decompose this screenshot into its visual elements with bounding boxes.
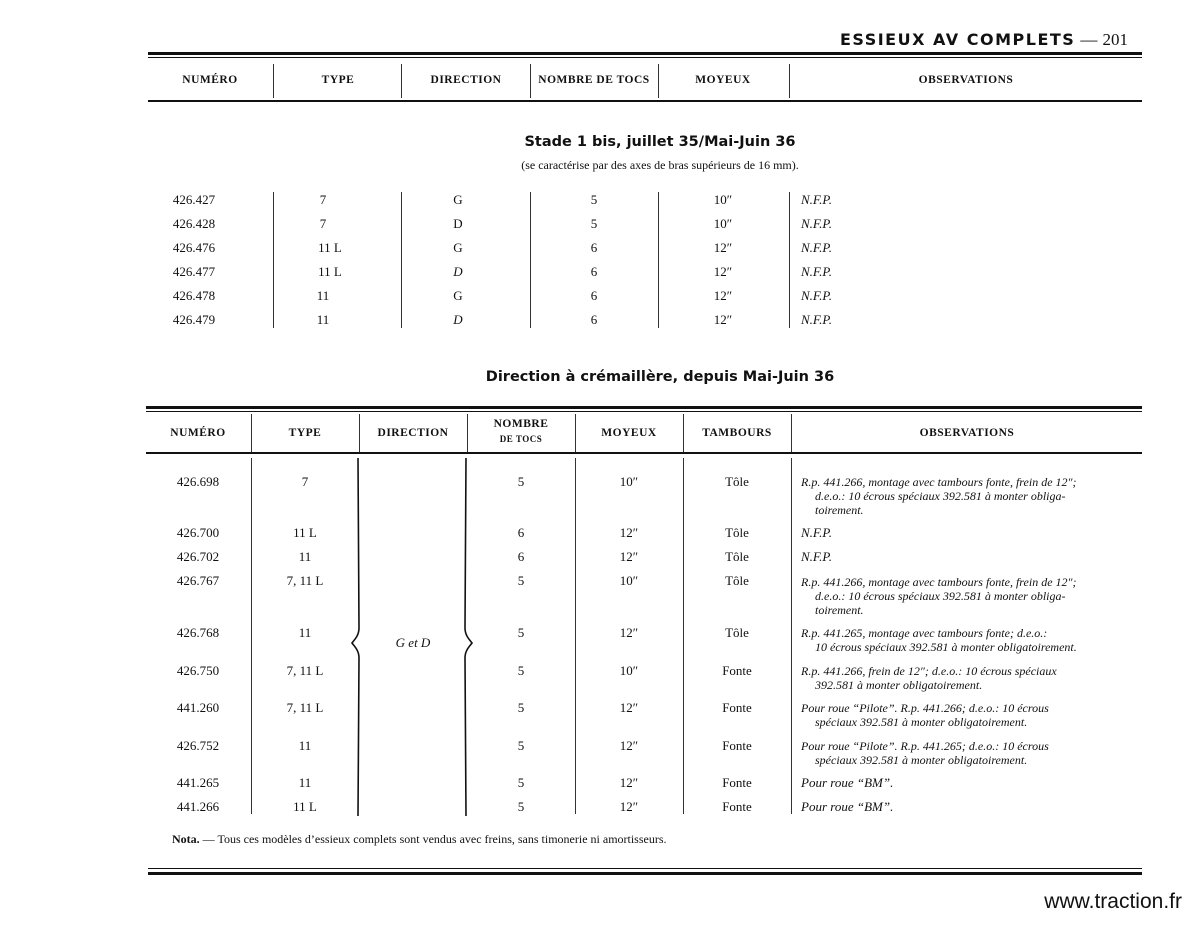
- column-divider: [575, 414, 576, 452]
- column-divider: [683, 414, 684, 452]
- cell-numero: 426.702: [176, 549, 220, 564]
- cell-observations: [801, 526, 1142, 540]
- cell-moyeux: 12″: [713, 264, 733, 279]
- cell-tocs: 5: [517, 738, 525, 753]
- obs-line: R.p. 441.266, montage avec tambours fonte, frein de 12″;: [801, 575, 1077, 589]
- cell-tambours: Fonte: [722, 738, 752, 753]
- cell-direction: G: [453, 288, 463, 303]
- cell-type: 11 L: [293, 799, 317, 814]
- cell-type: 11: [316, 288, 330, 303]
- cell-tocs: 5: [517, 700, 525, 715]
- column-divider: [273, 192, 274, 328]
- obs-line: 10 écrous spéciaux 392.581 à monter obligatoirement.: [815, 640, 1077, 654]
- page-dash: —: [1080, 30, 1098, 49]
- cell-observations: N.F.P.: [801, 288, 832, 303]
- column-divider: [791, 414, 792, 452]
- cell-numero: 426.428: [172, 216, 216, 231]
- obs-line: R.p. 441.266, montage avec tambours fonte, frein de 12″;: [801, 475, 1077, 489]
- obs-line: toirement.: [815, 603, 864, 617]
- obs-line: spéciaux 392.581 à monter obligatoirement.: [815, 715, 1028, 729]
- table2-col-de-tocs: DE TOCS: [499, 434, 543, 444]
- table2-bottom-rule: [148, 868, 1142, 869]
- cell-observations: [801, 550, 1142, 564]
- cell-direction: D: [453, 312, 463, 327]
- table2-top-rule-thin: [146, 411, 1142, 412]
- cell-tambours: Tôle: [725, 573, 749, 588]
- cell-numero: 426.698: [176, 474, 220, 489]
- cell-type: 11 L: [318, 240, 342, 255]
- cell-moyeux: 12″: [619, 625, 639, 640]
- cell-observations: N.F.P.: [801, 312, 832, 327]
- cell-observations: N.F.P.: [801, 216, 832, 231]
- cell-direction: D: [453, 264, 463, 279]
- table1-col-numero: NUMÉRO: [182, 74, 238, 86]
- cell-tambours: Fonte: [722, 700, 752, 715]
- cell-numero: 426.700: [176, 525, 220, 540]
- table2-col-moyeux: MOYEUX: [601, 427, 657, 439]
- cell-tambours: Tôle: [725, 525, 749, 540]
- nota-footnote: [172, 832, 667, 847]
- cell-observations: [801, 701, 1142, 729]
- table2-top-rule: [146, 406, 1142, 409]
- cell-direction: G: [453, 192, 463, 207]
- nota-label: Nota.: [172, 832, 200, 846]
- obs-line: d.e.o.: 10 écrous spéciaux 392.581 à monter obliga-: [815, 489, 1066, 503]
- column-divider: [401, 192, 402, 328]
- obs-line: d.e.o.: 10 écrous spéciaux 392.581 à monter obliga-: [815, 589, 1066, 603]
- column-divider: [789, 192, 790, 328]
- cell-observations: [801, 575, 1142, 617]
- cell-observations: [801, 664, 1142, 692]
- cell-tocs: 5: [590, 216, 598, 231]
- obs-line: R.p. 441.265, montage avec tambours fonte; d.e.o.:: [801, 626, 1048, 640]
- cell-direction: D: [453, 216, 463, 231]
- column-divider: [530, 64, 531, 98]
- cell-observations: N.F.P.: [801, 240, 832, 255]
- obs-line: toirement.: [815, 503, 864, 517]
- cell-numero: 426.479: [172, 312, 216, 327]
- table2-col-type: TYPE: [288, 427, 322, 439]
- cell-moyeux: 12″: [619, 525, 639, 540]
- table1-col-type: TYPE: [321, 74, 355, 86]
- cell-type: 7, 11 L: [286, 663, 324, 678]
- cell-tocs: 5: [517, 625, 525, 640]
- obs-line: Pour roue “BM”.: [801, 775, 894, 790]
- obs-line: R.p. 441.266, frein de 12″; d.e.o.: 10 écrous spéciaux: [801, 664, 1057, 678]
- table1-top-rule: [148, 52, 1142, 55]
- cell-moyeux: 12″: [713, 312, 733, 327]
- cell-numero: 426.427: [172, 192, 216, 207]
- table2-header-bottom-rule: [146, 452, 1142, 454]
- obs-line: Pour roue “Pilote”. R.p. 441.265; d.e.o.: 10 écrous: [801, 739, 1049, 753]
- cell-moyeux: 10″: [619, 573, 639, 588]
- cell-type: 11: [316, 312, 330, 327]
- cell-numero: 441.265: [176, 775, 220, 790]
- cell-moyeux: 12″: [619, 738, 639, 753]
- page-title-text: ESSIEUX AV COMPLETS: [839, 30, 1076, 49]
- cell-observations: [801, 800, 1142, 814]
- cell-moyeux: 12″: [713, 240, 733, 255]
- cell-tocs: 5: [517, 573, 525, 588]
- cell-observations: [801, 739, 1142, 767]
- cell-moyeux: 10″: [713, 192, 733, 207]
- cell-moyeux: 10″: [713, 216, 733, 231]
- direction-merged-value: G et D: [395, 635, 431, 650]
- cell-tocs: 5: [517, 799, 525, 814]
- obs-line: N.F.P.: [801, 549, 832, 564]
- cell-moyeux: 12″: [713, 288, 733, 303]
- cell-moyeux: 12″: [619, 775, 639, 790]
- cell-tocs: 6: [590, 264, 598, 279]
- cell-moyeux: 12″: [619, 549, 639, 564]
- cell-observations: N.F.P.: [801, 264, 832, 279]
- table1-col-tocs: NOMBRE DE TOCS: [538, 74, 650, 86]
- obs-line: Pour roue “BM”.: [801, 799, 894, 814]
- column-divider: [658, 192, 659, 328]
- cell-numero: 426.750: [176, 663, 220, 678]
- cell-tambours: Fonte: [722, 775, 752, 790]
- table2-bottom-rule-thick: [148, 872, 1142, 875]
- cell-moyeux: 12″: [619, 700, 639, 715]
- table2-col-tambours: TAMBOURS: [702, 427, 772, 439]
- cell-type: 7, 11 L: [286, 573, 324, 588]
- cell-observations: [801, 626, 1142, 654]
- table2-col-direction: DIRECTION: [377, 427, 449, 439]
- column-divider: [467, 414, 468, 452]
- table2-col-observations: OBSERVATIONS: [919, 427, 1015, 439]
- section-title-stade-1-bis: Stade 1 bis, juillet 35/Mai-Juin 36: [524, 134, 796, 150]
- cell-moyeux: 12″: [619, 799, 639, 814]
- cell-observations: N.F.P.: [801, 192, 832, 207]
- cell-tambours: Tôle: [725, 474, 749, 489]
- cell-moyeux: 10″: [619, 474, 639, 489]
- cell-tocs: 6: [590, 240, 598, 255]
- cell-numero: 441.266: [176, 799, 220, 814]
- cell-type: 7: [319, 216, 327, 231]
- cell-type: 11: [298, 738, 312, 753]
- cell-tambours: Fonte: [722, 663, 752, 678]
- obs-line: spéciaux 392.581 à monter obligatoirement.: [815, 753, 1028, 767]
- column-divider: [791, 458, 792, 814]
- cell-numero: 426.768: [176, 625, 220, 640]
- column-divider: [359, 414, 360, 452]
- table2-col-numero: NUMÉRO: [170, 427, 226, 439]
- cell-type: 7: [301, 474, 309, 489]
- cell-type: 7, 11 L: [286, 700, 324, 715]
- cell-observations: [801, 776, 1142, 790]
- column-divider: [658, 64, 659, 98]
- obs-line: 392.581 à monter obligatoirement.: [815, 678, 983, 692]
- cell-numero: 426.476: [172, 240, 216, 255]
- section-note-stade-1-bis: (se caractérise par des axes de bras supérieurs de 16 mm).: [521, 158, 799, 172]
- table1-col-moyeux: MOYEUX: [695, 74, 751, 86]
- section-title-cremaillere: Direction à crémaillère, depuis Mai-Juin 36: [485, 369, 835, 385]
- page-number: 201: [1102, 30, 1128, 49]
- table1-col-direction: DIRECTION: [430, 74, 502, 86]
- cell-tambours: Tôle: [725, 625, 749, 640]
- cell-type: 7: [319, 192, 327, 207]
- column-divider: [273, 64, 274, 98]
- cell-tambours: Tôle: [725, 549, 749, 564]
- column-divider: [789, 64, 790, 98]
- cell-tocs: 6: [590, 312, 598, 327]
- cell-type: 11: [298, 549, 312, 564]
- column-divider: [530, 192, 531, 328]
- table1-col-observations: OBSERVATIONS: [918, 74, 1014, 86]
- table1-header-bottom-rule: [148, 100, 1142, 102]
- page-title: [840, 30, 1128, 50]
- cell-tocs: 6: [517, 549, 525, 564]
- cell-type: 11: [298, 775, 312, 790]
- cell-tambours: Fonte: [722, 799, 752, 814]
- cell-tocs: 6: [590, 288, 598, 303]
- cell-numero: 426.477: [172, 264, 216, 279]
- cell-numero: 426.752: [176, 738, 220, 753]
- cell-tocs: 6: [517, 525, 525, 540]
- cell-direction: G: [453, 240, 463, 255]
- cell-tocs: 5: [517, 663, 525, 678]
- cell-tocs: 5: [590, 192, 598, 207]
- cell-type: 11: [298, 625, 312, 640]
- cell-type: 11 L: [318, 264, 342, 279]
- column-divider: [251, 414, 252, 452]
- obs-line: Pour roue “Pilote”. R.p. 441.266; d.e.o.: 10 écrous: [801, 701, 1049, 715]
- cell-moyeux: 10″: [619, 663, 639, 678]
- cell-numero: 426.478: [172, 288, 216, 303]
- cell-type: 11 L: [293, 525, 317, 540]
- cell-numero: 426.767: [176, 573, 220, 588]
- obs-line: N.F.P.: [801, 525, 832, 540]
- cell-numero: 441.260: [176, 700, 220, 715]
- watermark: www.traction.fr: [1044, 890, 1182, 913]
- cell-tocs: 5: [517, 775, 525, 790]
- table2-col-nombre: NOMBRE: [493, 418, 549, 430]
- nota-text: — Tous ces modèles d’essieux complets sont vendus avec freins, sans timonerie ni amortisseurs.: [199, 832, 667, 846]
- table1-top-rule-thin: [148, 57, 1142, 58]
- column-divider: [401, 64, 402, 98]
- cell-tocs: 5: [517, 474, 525, 489]
- cell-observations: [801, 475, 1142, 517]
